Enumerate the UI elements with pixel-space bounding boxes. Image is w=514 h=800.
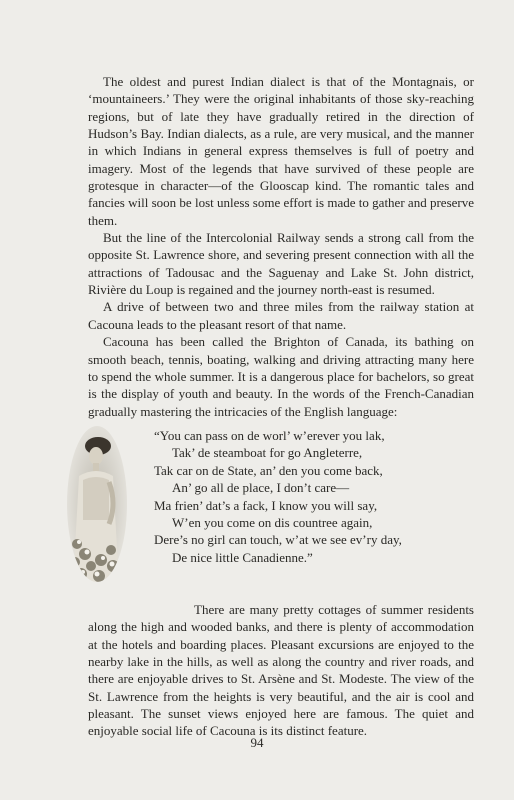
- poem-line: Ma frien’ dat’s a fack, I know you will say,: [154, 497, 378, 513]
- poem-line: “You can pass on de worl’ w’erever you lak,: [154, 427, 385, 443]
- paragraph-montagnais: The oldest and purest Indian dialect is that of the Montagnais, or ‘mountaineers.’ They were the original inhabitants of those sky-reaching regions, but of late they have gradually retired in the direction of Hudson’s Bay. Indian dialects, as a rule, are very musical, and the manner in which Indians in general express themselves is full of poetry and imagery. Most of the legends that have survived of these people are grotesque in character—of the Glooscap kind. The romantic tales and fancies will soon be lost unless some effort is made to gather and preserve them.: [88, 74, 474, 228]
- poem-line: Dere’s no girl can touch, w’at we see ev’ry day,: [154, 532, 402, 548]
- poem-line: W’en you come on dis countree again,: [172, 514, 373, 530]
- paragraph-brighton: Cacouna has been called the Brighton of Canada, its bathing on smooth beach, tennis, boating, walking and driving attracting many here to spend the whole summer. It is a dangerous place for bachelors, so great is the display of youth and beauty. In the words of the French-Canadian gradually mastering the intricacies of the English language:: [88, 334, 474, 419]
- poem-line: Tak car on de State, an’ den you come back,: [154, 462, 383, 478]
- page-number: 94: [250, 735, 264, 750]
- poem-line: De nice little Canadienne.”: [172, 549, 313, 565]
- poem-line: An’ go all de place, I don’t care—: [172, 480, 350, 496]
- paragraph-drive: A drive of between two and three miles from the railway station at Cacouna leads to the pleasant resort of that name.: [88, 299, 474, 332]
- text-column: [88, 73, 474, 740]
- poem: [154, 427, 484, 566]
- paragraph-cottages: There are many pretty cottages of summer residents along the high and wooded banks, and there is plenty of accommodation at the hotels and boarding places. Pleasant excursions are enjoyed to the nearby lake in the hills, as well as along the country and river roads, and there are enjoyable drives to St. Arsène and St. Modeste. The view of the St. Lawrence from the heights is very beautiful, and the air is cool and pleasant. The sunset views enjoyed here are famous. The quiet and enjoyable social life of Cacouna is its distinct feature.: [88, 601, 474, 739]
- poem-block: [88, 424, 474, 589]
- poem-line: Tak’ de steamboat for go Angleterre,: [172, 445, 363, 461]
- paragraph-intercolonial: But the line of the Intercolonial Railway sends a strong call from the opposite St. Lawrence shore, and severing present connection with all the attractions of Tadousac and the Saguenay and Lake St. John district, Rivière du Loup is regained and the journey north-east is resumed.: [88, 230, 474, 298]
- woman-portrait-illustration: [65, 424, 129, 584]
- closing-section: [88, 601, 474, 740]
